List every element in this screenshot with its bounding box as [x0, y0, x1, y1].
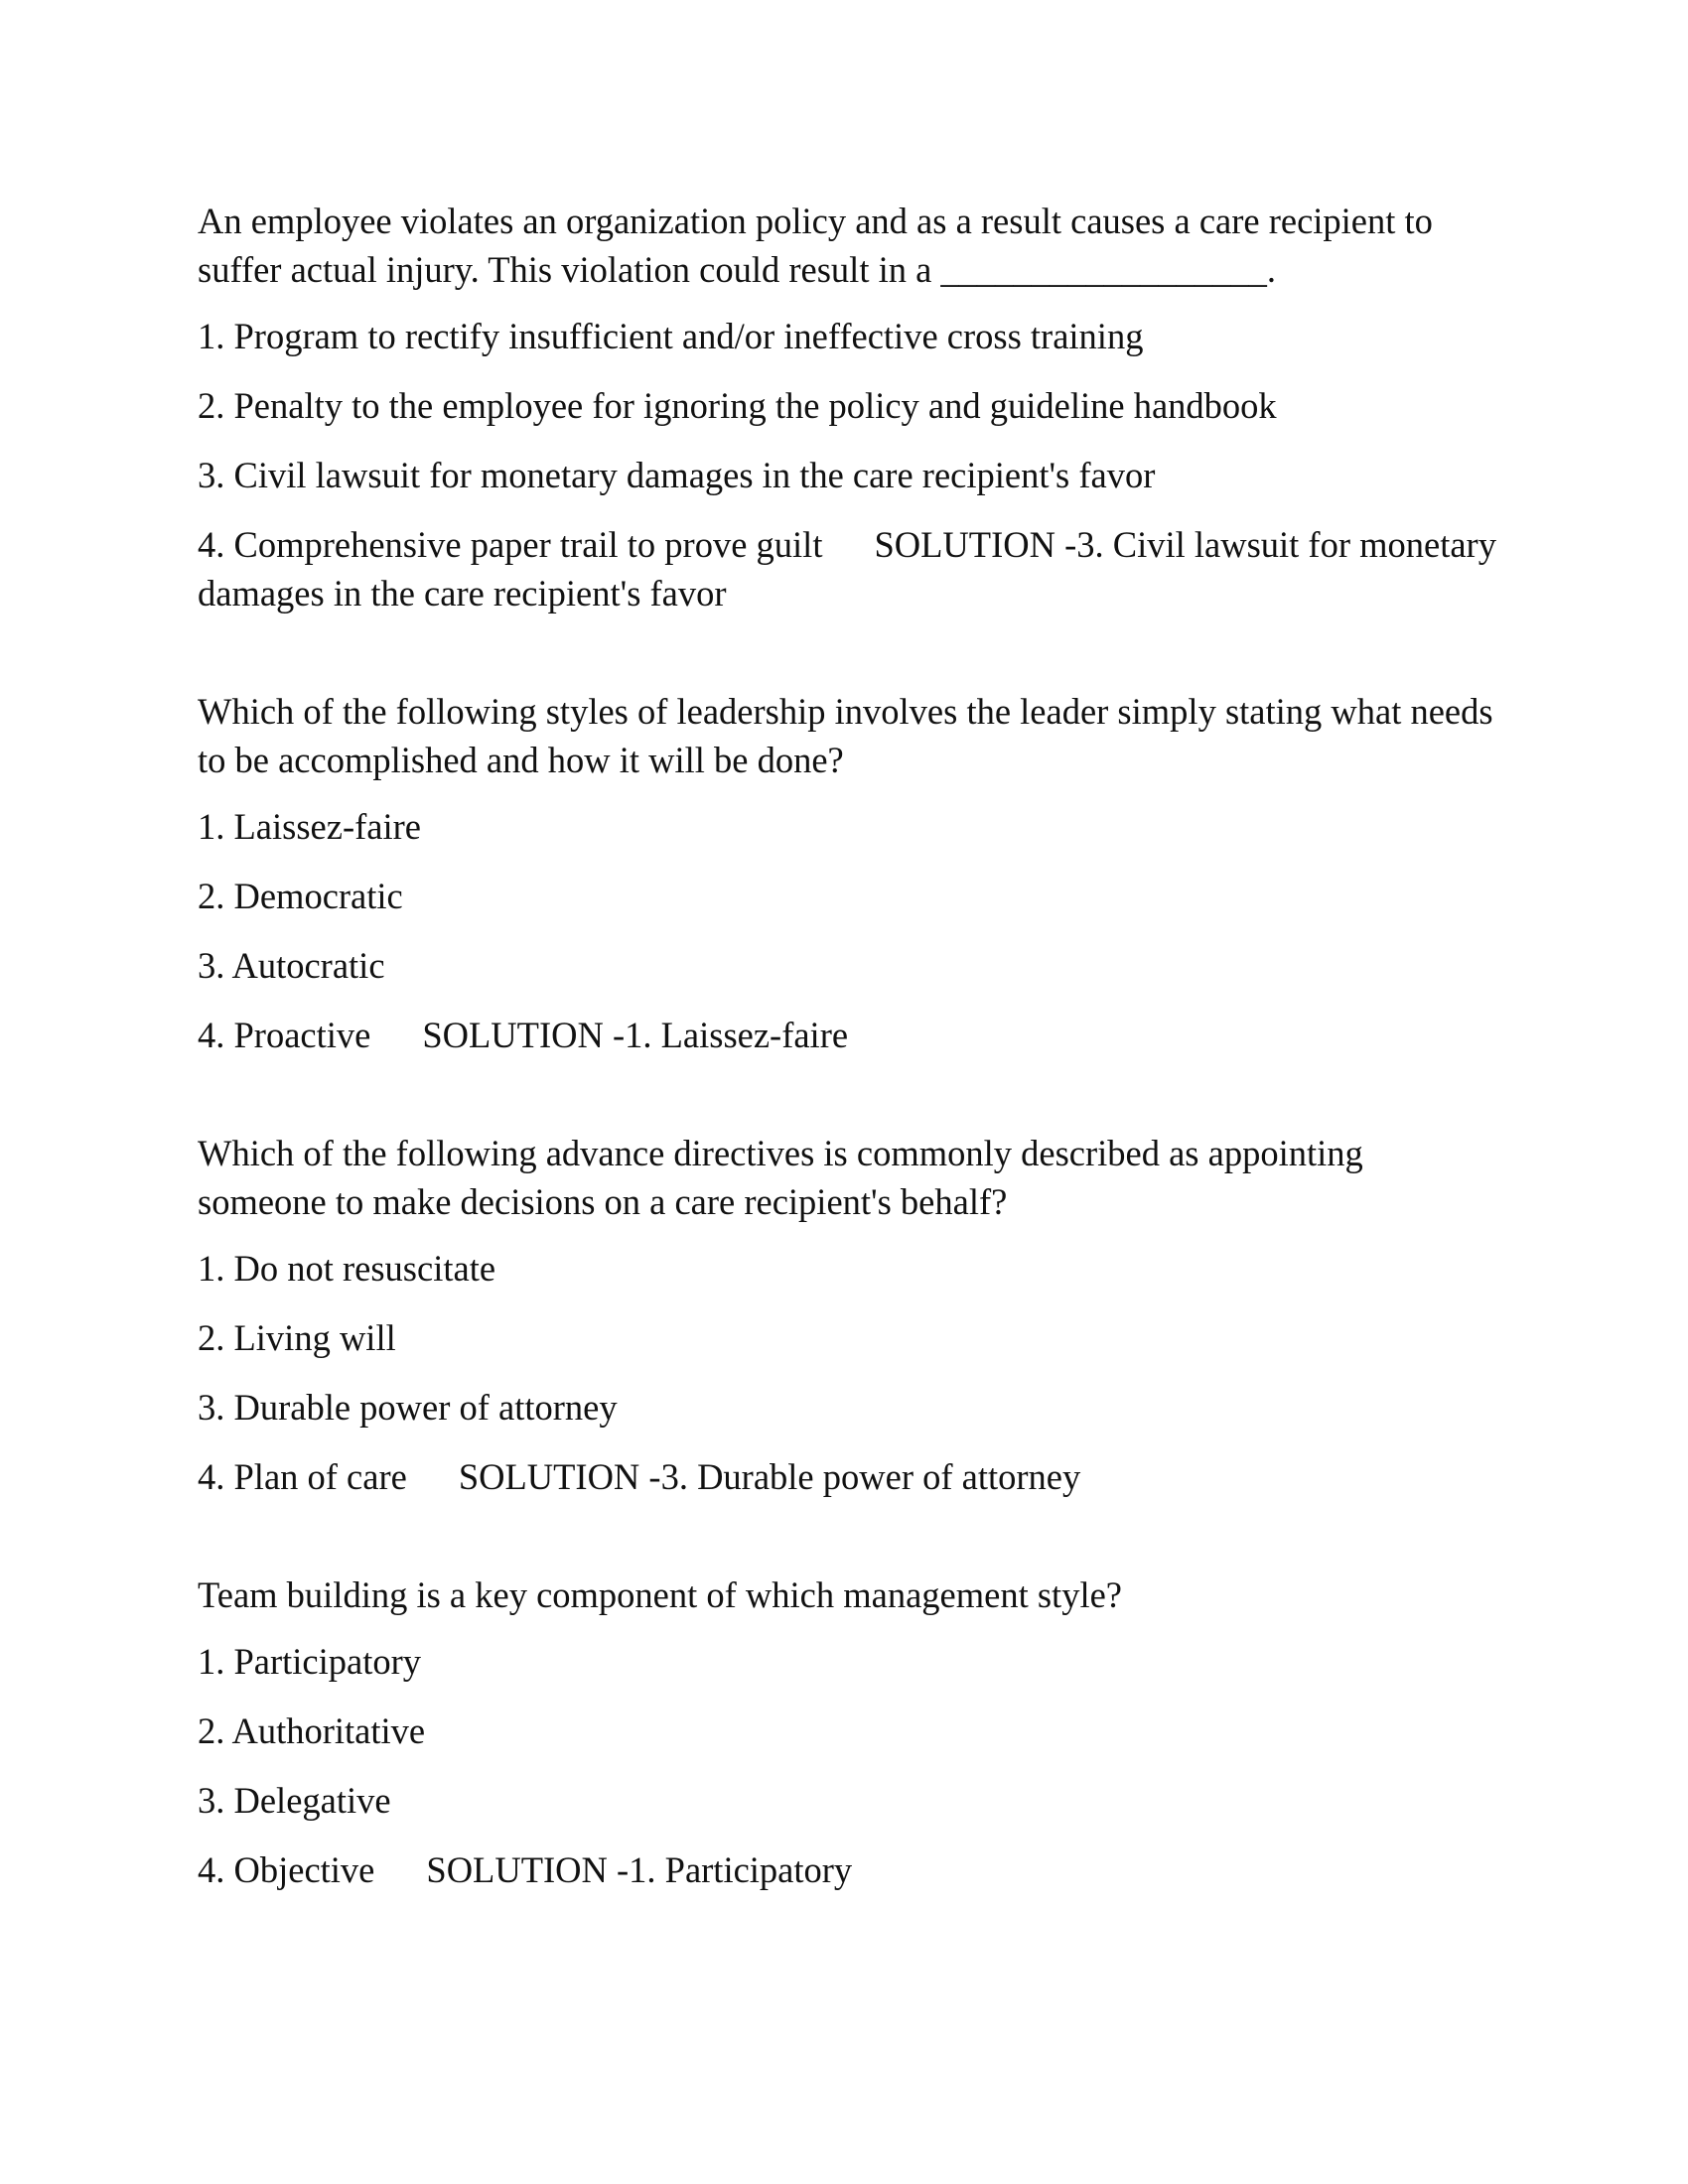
question-1-option-3: 3. Civil lawsuit for monetary damages in the care recipient's favor	[198, 455, 1156, 495]
question-2-option-1: 1. Laissez-faire	[198, 806, 421, 847]
question-1-option-4-with-solution	[198, 520, 1498, 617]
question-3-option-4-with-solution	[198, 1452, 1498, 1501]
question-3-stem: Which of the following advance directives is commonly described as appointing someone to make decisions on a care recipient's behalf?	[198, 1133, 1363, 1222]
question-4-option-2: 2. Authoritative	[198, 1710, 426, 1751]
question-4-solution: SOLUTION -1. Participatory	[426, 1849, 853, 1890]
question-2-solution: SOLUTION -1. Laissez-faire	[422, 1015, 849, 1055]
question-1-stem: An employee violates an organization policy and as a result causes a care recipient to suffer actual injury. This violation could result in a __________________.	[198, 201, 1433, 290]
question-3-option-4: 4. Plan of care	[198, 1456, 407, 1497]
question-2-option-2: 2. Democratic	[198, 876, 403, 916]
question-1-option-1: 1. Program to rectify insufficient and/or ineffective cross training	[198, 316, 1144, 356]
question-1	[198, 197, 1498, 617]
question-3-option-1: 1. Do not resuscitate	[198, 1248, 496, 1289]
question-1-option-2: 2. Penalty to the employee for ignoring the policy and guideline handbook	[198, 385, 1277, 426]
question-1-solution: SOLUTION -3. Civil lawsuit for monetary damages in the care recipient's favor	[198, 524, 1496, 614]
question-2-option-3: 3. Autocratic	[198, 945, 385, 986]
question-4-stem: Team building is a key component of which management style?	[198, 1574, 1122, 1615]
question-1-option-4: 4. Comprehensive paper trail to prove guilt	[198, 524, 823, 565]
question-2	[198, 687, 1498, 1059]
question-4-option-4: 4. Objective	[198, 1849, 375, 1890]
question-3-option-3: 3. Durable power of attorney	[198, 1387, 618, 1428]
question-3-option-2: 2. Living will	[198, 1317, 396, 1358]
question-2-option-4-with-solution	[198, 1011, 1498, 1059]
question-4-option-1: 1. Participatory	[198, 1641, 422, 1682]
question-2-option-4: 4. Proactive	[198, 1015, 371, 1055]
question-4-option-4-with-solution	[198, 1845, 1498, 1894]
question-3	[198, 1129, 1498, 1501]
question-list	[198, 197, 1498, 1894]
question-3-solution: SOLUTION -3. Durable power of attorney	[458, 1456, 1081, 1497]
question-4-option-3: 3. Delegative	[198, 1780, 391, 1821]
question-2-stem: Which of the following styles of leadership involves the leader simply stating what needs to be accomplished and how it will be done?	[198, 691, 1493, 780]
question-4	[198, 1570, 1498, 1894]
